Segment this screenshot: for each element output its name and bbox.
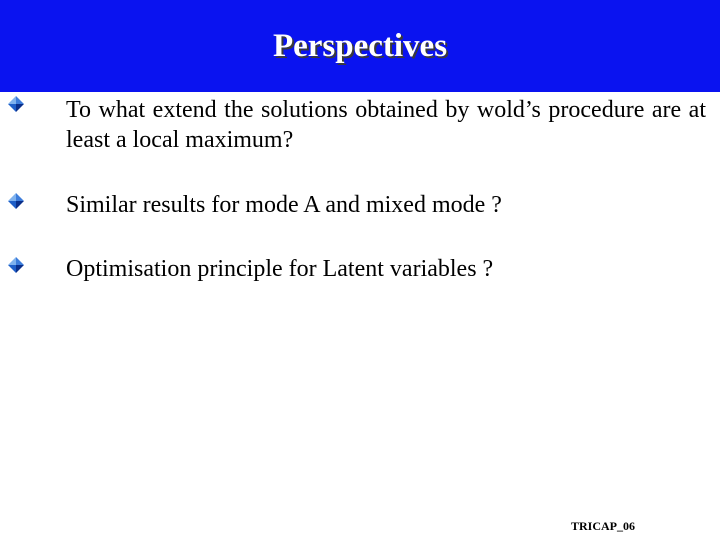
diamond-bullet-icon [8, 193, 24, 209]
slide-title: Perspectives [272, 28, 448, 64]
diamond-bullet-icon [8, 257, 24, 273]
bullet-text: Optimisation principle for Latent variables ? [66, 256, 494, 282]
bullet-text: To what extend the solutions obtained by wold’s procedure are at least a local maximum? [66, 97, 706, 153]
title-banner [0, 0, 720, 92]
footer-label: TRICAP_06 [571, 519, 636, 533]
bullet-text: Similar results for mode A and mixed mode ? [66, 192, 502, 218]
diamond-bullet-icon [8, 96, 24, 112]
